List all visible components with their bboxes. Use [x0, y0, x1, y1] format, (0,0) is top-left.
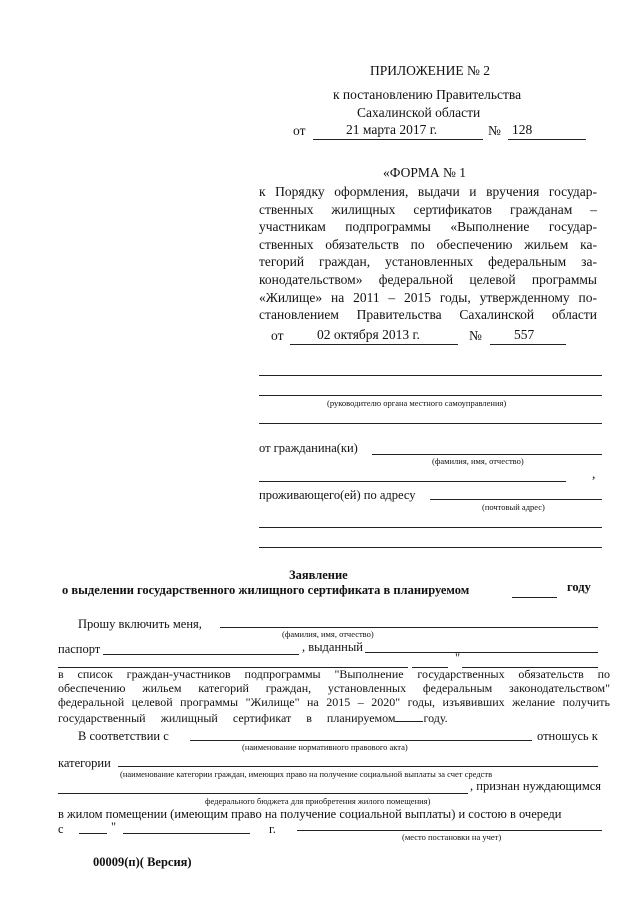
order-line: конодательством» федеральной целевой программы	[259, 271, 597, 287]
version-code: 00009(п)( Версия)	[93, 855, 192, 869]
address-field[interactable]	[430, 499, 602, 500]
legal-act-caption: (наименование нормативного правового акта)	[242, 742, 408, 752]
citizen-name-field[interactable]	[372, 454, 602, 455]
para-line: федеральной целевой программы "Жилище" на 2015 – 2020" годы, изъявивших желание получить	[58, 695, 610, 710]
recognized-label: , признан нуждающимся	[470, 779, 602, 793]
head-line-2[interactable]	[259, 395, 602, 396]
form-number: 557	[514, 327, 535, 342]
head-line-1[interactable]	[259, 375, 602, 376]
application-title: Заявление	[289, 568, 348, 582]
belong-label: отношусь к	[537, 729, 598, 743]
appendix-title: ПРИЛОЖЕНИЕ № 2	[370, 63, 491, 78]
residing-label: проживающего(ей) по адресу	[259, 488, 416, 502]
issued-label: , выданный	[302, 640, 363, 654]
comma-mark: ,	[592, 466, 596, 481]
header-from-label: от	[293, 123, 306, 138]
header-date: 21 марта 2017 г.	[346, 122, 438, 137]
address-field-3[interactable]	[259, 547, 602, 548]
accordance-label: В соответствии с	[78, 729, 169, 743]
citizen-name-caption: (фамилия, имя, отчество)	[432, 456, 524, 466]
queue-month-field[interactable]	[123, 833, 250, 834]
category-caption: (наименование категории граждан, имеющих право на получение социальной выплаты за счет средств	[120, 769, 493, 779]
header-date-line	[313, 139, 483, 140]
certificate-text: государственный жилищный сертификат в планируемом	[58, 711, 396, 725]
head-line-3[interactable]	[259, 423, 602, 424]
budget-caption: федерального бюджета для приобретения жилого помещения)	[205, 796, 431, 806]
para-line: в список граждан-участников подпрограммы "Выполнение государственных обязательств по	[58, 667, 610, 681]
certificate-year-label: году.	[423, 711, 448, 725]
quote-mark: "	[455, 651, 461, 665]
form-number-label: №	[469, 328, 482, 343]
application-paragraph	[58, 667, 610, 710]
resolution-line: к постановлению Правительства	[333, 87, 522, 102]
housing-line: в жилом помещении (имеющим право на получение социальной выплаты) и состою в очереди	[58, 807, 562, 821]
header-number-label: №	[488, 123, 501, 138]
address-field-2[interactable]	[259, 527, 602, 528]
passport-field[interactable]	[103, 654, 299, 655]
head-caption: (руководителю органа местного самоуправления)	[327, 398, 507, 408]
address-caption: (почтовый адрес)	[482, 502, 545, 512]
queue-year-suffix: г.	[269, 822, 276, 836]
ask-include-label: Прошу включить меня,	[78, 617, 202, 631]
certificate-year-field[interactable]	[395, 710, 423, 722]
application-subtitle: о выделении государственного жилищного сертификата в планируемом	[62, 583, 470, 597]
queue-quote-mark: "	[111, 820, 117, 834]
order-line: участникам подпрограммы «Выполнение государ-	[259, 219, 597, 235]
form-number-line	[490, 344, 566, 345]
since-label: с	[58, 822, 64, 836]
application-subtitle-year: году	[567, 580, 591, 594]
category-field-2[interactable]	[58, 793, 468, 794]
order-line: «Жилище» на 2011 – 2015 годы, утвержденному по-	[259, 289, 597, 305]
form-order-text	[259, 183, 597, 324]
legal-act-field[interactable]	[190, 740, 532, 741]
form-title: «ФОРМА № 1	[383, 165, 466, 180]
passport-label: паспорт	[58, 642, 101, 656]
order-line: ственных жилищных сертификатов гражданам –	[259, 201, 597, 217]
form-date: 02 октября 2013 г.	[317, 327, 420, 342]
fio-caption: (фамилия, имя, отчество)	[282, 629, 374, 639]
category-field[interactable]	[118, 766, 598, 767]
order-line: ственных обязательств по обеспечению жильем ка-	[259, 236, 597, 252]
order-line: к Порядку оформления, выдачи и вручения государ-	[259, 184, 597, 199]
certificate-line	[58, 710, 448, 726]
planned-year-field[interactable]	[512, 597, 557, 598]
form-from-label: от	[271, 328, 284, 343]
form-date-line	[290, 344, 458, 345]
order-line: становлением Правительства Сахалинской области	[259, 307, 597, 323]
order-line: тегорий граждан, установленных федеральным за-	[259, 254, 597, 270]
citizen-name-field-2[interactable]	[259, 481, 566, 482]
para-line: обеспечению жильем категорий граждан, установленных федеральным законодательством"	[58, 681, 610, 696]
header-number-line	[508, 139, 586, 140]
header-number: 128	[512, 122, 533, 137]
queue-day-field[interactable]	[79, 833, 107, 834]
fio-field[interactable]	[220, 627, 598, 628]
registration-caption: (место постановки на учет)	[402, 832, 502, 842]
registration-place-field[interactable]	[297, 830, 602, 831]
from-citizen-label: от гражданина(ки)	[259, 441, 358, 455]
region-line: Сахалинской области	[357, 105, 481, 120]
category-label: категории	[58, 756, 111, 770]
issued-by-field[interactable]	[365, 652, 598, 653]
